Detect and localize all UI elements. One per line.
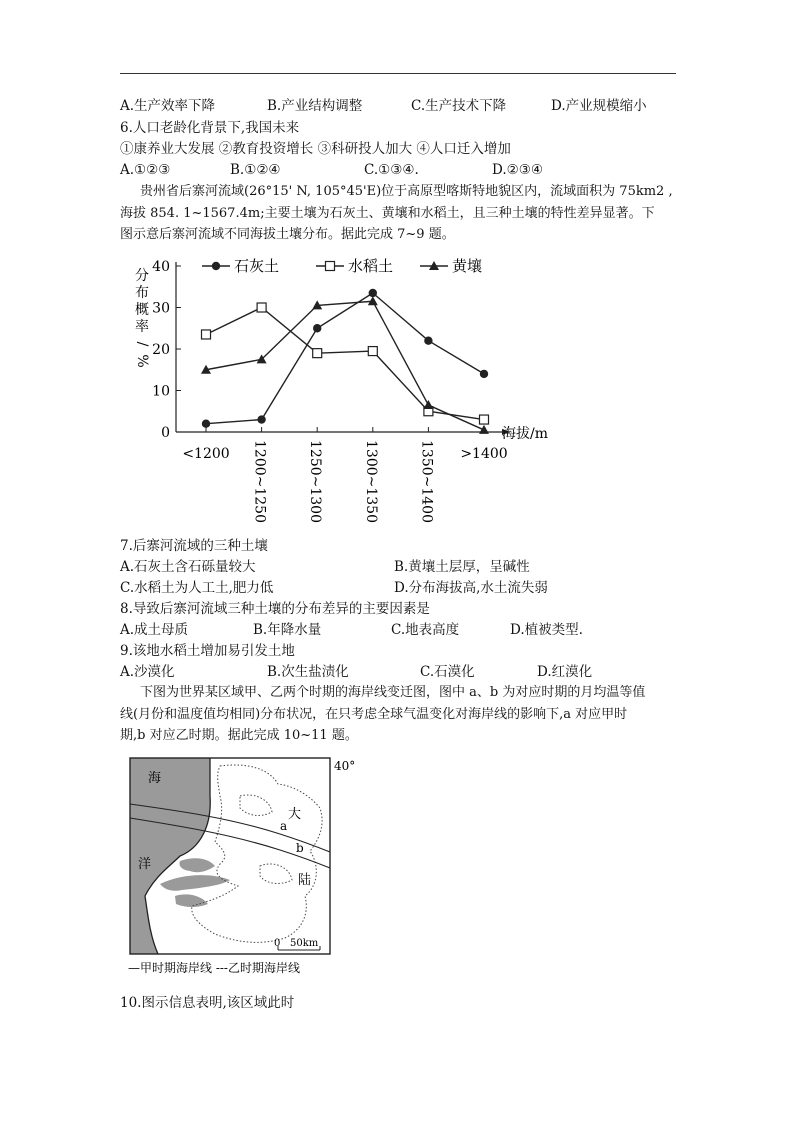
- y-tick-label: 10: [152, 383, 170, 400]
- q5-option-a: A.生产效率下降: [120, 98, 216, 114]
- legend-label: 水稻土: [348, 257, 394, 275]
- data-point-circle: [202, 420, 210, 428]
- q5-option-d: D.产业规模缩小: [551, 98, 647, 114]
- q9-option-d: D.红漠化: [537, 664, 593, 680]
- legend-marker-square: [326, 262, 335, 271]
- scale-bar: [274, 938, 320, 950]
- legend-label: 黄壤: [452, 257, 483, 275]
- q6-option-a: A.①②③: [120, 162, 171, 178]
- q6-option-d: D.②③④: [492, 162, 543, 178]
- y-axis-label-char: 率: [135, 319, 149, 335]
- data-point-circle: [480, 370, 488, 378]
- x-tick-label: 1200~1250: [251, 440, 268, 523]
- land-label-2: 陆: [298, 873, 312, 888]
- passage1-line1: 贵州省后寨河流域(26°15' N, 105°45'E)位于高原型喀斯特地貌区内，流域面积为 75km2 ,: [140, 184, 673, 199]
- q9-option-b: B.次生盐渍化: [267, 664, 349, 680]
- scale-label: 50km: [290, 938, 319, 949]
- q8-option-a: A.成土母质: [120, 622, 189, 638]
- data-point-circle: [257, 415, 265, 423]
- y-axis-label-char: 布: [135, 285, 149, 301]
- x-tick-label: 1350~1400: [418, 440, 435, 523]
- q6-items: ①康养业大发展 ②教育投资增长 ③科研投人加大 ④人口迁入增加: [120, 141, 511, 157]
- island-shape: [175, 894, 208, 907]
- sea-label-2: 洋: [138, 857, 152, 872]
- data-point-triangle: [479, 425, 489, 434]
- q5-option-c: C.生产技术下降: [411, 98, 507, 114]
- passage2-line2: 线(月份和温度值均相同)分布状况，在只考虑全球气温变化对海岸线的影响下,a 对应甲时: [120, 707, 628, 722]
- coastline-yi-inner: [260, 864, 292, 884]
- data-point-triangle: [423, 400, 433, 409]
- legend-marker-circle: [212, 262, 220, 270]
- soil-distribution-chart: [120, 252, 548, 532]
- q7-option-b: B.黄壤土层厚，呈碱性: [394, 559, 530, 575]
- data-point-square: [313, 349, 322, 358]
- q7-stem: 7.后寨河流域的三种土壤: [120, 538, 268, 554]
- y-tick-label: 30: [152, 300, 170, 317]
- x-tick-label: 1250~1300: [307, 440, 324, 523]
- land-label-1: 大: [288, 807, 302, 822]
- series-line-1: [206, 308, 484, 420]
- y-axis-label-char: 分: [135, 268, 149, 284]
- passage1-line2: 海拔 854. 1~1567.4m;主要土壤为石灰土、黄壤和水稻土，且三种土壤的特性差异显著。下: [120, 206, 655, 221]
- island-shape: [179, 858, 215, 872]
- y-axis-label-char: %: [134, 354, 150, 368]
- y-axis-label-char: /: [134, 341, 150, 347]
- y-tick-label: 40: [152, 259, 170, 275]
- q9-stem: 9.该地水稻土增加易引发土地: [120, 643, 295, 659]
- series-line-2: [206, 301, 484, 430]
- isotherm-b-label: b: [296, 841, 304, 855]
- data-point-circle: [369, 289, 377, 297]
- top-rule: [120, 73, 676, 74]
- x-tick-label: <1200: [182, 446, 230, 462]
- y-axis-label-char: 概: [135, 302, 149, 318]
- sea-label-1: 海: [148, 771, 162, 786]
- island-shape: [160, 875, 230, 891]
- coastline-yi-inner: [240, 795, 272, 816]
- map-legend: —甲时期海岸线 ---乙时期海岸线: [128, 961, 300, 975]
- data-point-square: [368, 347, 377, 356]
- data-point-square: [480, 415, 489, 424]
- lat-label: 40°: [334, 759, 356, 773]
- y-tick-label: 20: [152, 342, 170, 358]
- q7-option-d: D.分布海拔高,水土流失弱: [394, 580, 548, 596]
- q9-option-c: C.石漠化: [420, 664, 475, 680]
- q6-option-b: B.①②④: [230, 162, 281, 178]
- q8-stem: 8.导致后寨河流域三种土壤的分布差异的主要因素是: [120, 601, 430, 617]
- data-point-triangle: [368, 296, 378, 305]
- q9-option-a: A.沙漠化: [120, 664, 175, 680]
- scale-zero: 0: [274, 938, 281, 949]
- q6-option-c: C.①③④.: [364, 162, 419, 178]
- series-line-0: [206, 293, 484, 424]
- x-tick-label: 1300~1350: [362, 440, 379, 523]
- passage2-line3: 期,b 对应乙时期。据此完成 10~11 题。: [120, 728, 358, 743]
- q10-stem: 10.图示信息表明,该区域此时: [120, 995, 295, 1011]
- q6-stem: 6.人口老龄化背景下,我国未来: [120, 120, 300, 136]
- passage2-line1: 下图为世界某区域甲、乙两个时期的海岸线变迁图，图中 a、b 为对应时期的月均温等值: [140, 685, 646, 700]
- q7-option-a: A.石灰土含石砾量较大: [120, 559, 256, 575]
- data-point-square: [257, 303, 266, 312]
- passage1-line3: 图示意后寨河流域不同海拔土壤分布。据此完成 7~9 题。: [120, 227, 455, 242]
- isotherm-a-label: a: [280, 819, 288, 833]
- data-point-circle: [424, 337, 432, 345]
- q8-option-c: C.地表高度: [391, 622, 460, 638]
- coastline-map: [120, 756, 370, 978]
- sea-area: [130, 758, 210, 954]
- x-axis-label: 海拔/m: [502, 426, 548, 442]
- q5-option-b: B.产业结构调整: [267, 98, 363, 114]
- q8-option-b: B.年降水量: [253, 622, 322, 638]
- data-point-square: [202, 330, 211, 339]
- x-tick-label: >1400: [460, 446, 508, 462]
- data-point-circle: [313, 324, 321, 332]
- y-tick-label: 0: [161, 425, 170, 441]
- q7-option-c: C.水稻土为人工土,肥力低: [120, 580, 274, 596]
- q8-option-d: D.植被类型.: [510, 622, 583, 638]
- legend-label: 石灰土: [234, 257, 280, 275]
